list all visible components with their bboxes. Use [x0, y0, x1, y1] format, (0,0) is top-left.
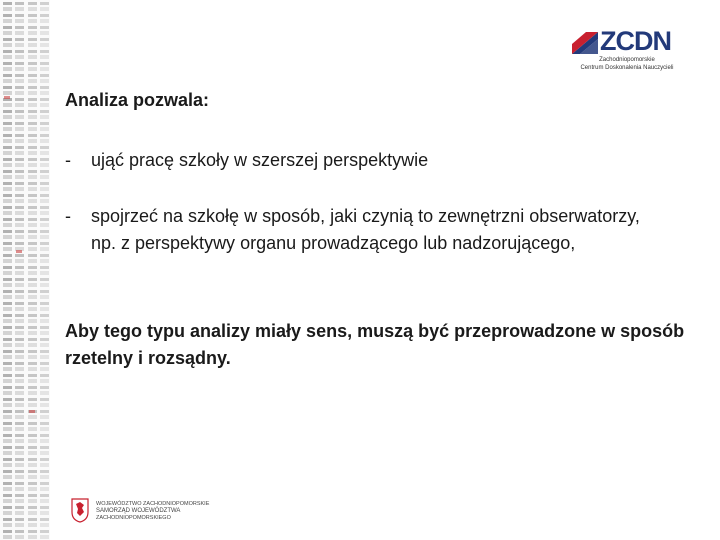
- zcdn-subtitle-2: Centrum Doskonalenia Nauczycieli: [580, 65, 674, 71]
- handwriting-decoration: [0, 0, 50, 540]
- handwriting-column: [15, 0, 24, 540]
- handwriting-column: [28, 0, 37, 540]
- zcdn-logo: [572, 28, 682, 73]
- red-ink-mark: [4, 96, 10, 99]
- zcdn-logo-text: ZCDN: [600, 26, 671, 56]
- bullet-dash: -: [65, 150, 71, 170]
- bullet-dash: -: [65, 206, 71, 226]
- red-ink-mark: [16, 250, 22, 253]
- footer-logo-line-2: SAMORZĄD WOJEWÓDZTWA: [96, 508, 181, 514]
- handwriting-column: [3, 0, 12, 540]
- footer-logo-line-1: WOJEWÓDZTWO ZACHODNIOPOMORSKIE: [96, 501, 210, 507]
- slide-heading: Analiza pozwala:: [65, 90, 210, 110]
- handwriting-column: [40, 0, 49, 540]
- samorzad-logo: [70, 497, 210, 533]
- footer-logo-line-3: ZACHODNIOPOMORSKIEGO: [96, 515, 171, 521]
- zcdn-subtitle-1: Zachodniopomorskie: [599, 57, 655, 63]
- slide-conclusion: Aby tego typu analizy miały sens, muszą być przeprowadzone w sposób rzetelny i rozsądny.: [65, 321, 685, 368]
- zcdn-flag-icon: [572, 32, 598, 54]
- bullet-text: spojrzeć na szkołę w sposób, jaki czynią to zewnętrzni obserwatorzy, np. z perspektywy organu prowadzącego lub nadzorującego,: [91, 206, 640, 253]
- bullet-text: ująć pracę szkoły w szerszej perspektywie: [91, 150, 429, 170]
- red-ink-mark: [29, 410, 35, 413]
- griffin-crest-icon: [70, 497, 90, 523]
